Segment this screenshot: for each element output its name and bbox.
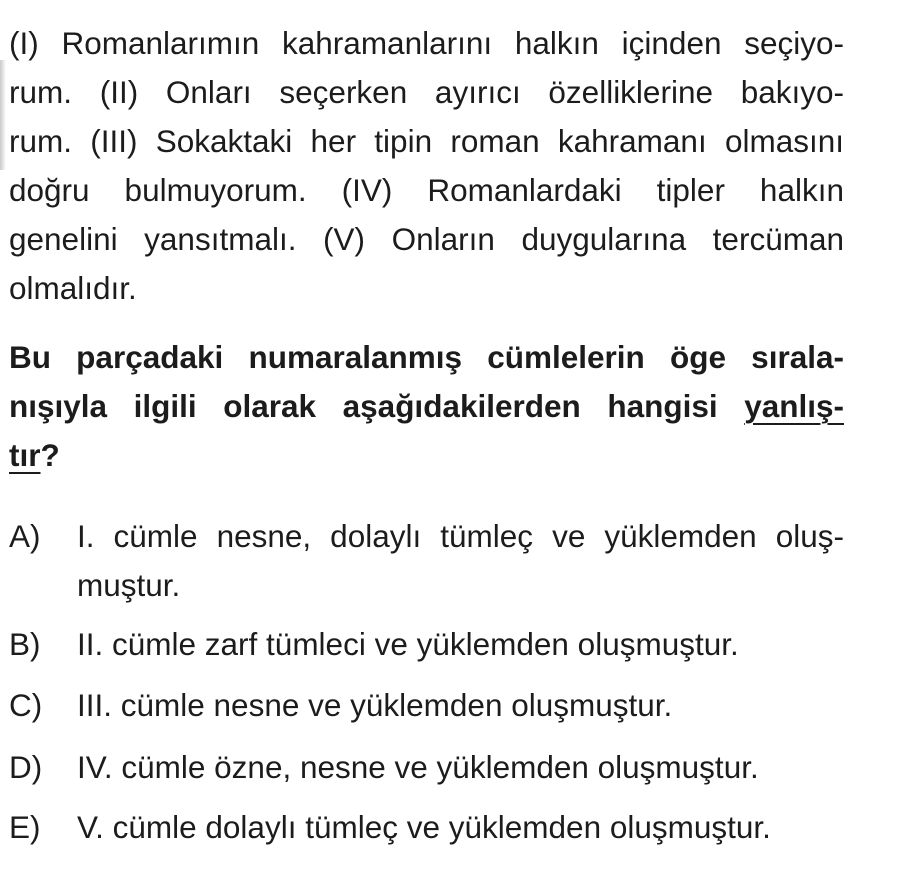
option-text: V. cümle dolaylı tümleç ve yüklemden oluşmuştur.	[77, 809, 771, 845]
question-stem	[9, 333, 844, 480]
option-d[interactable]	[9, 743, 844, 792]
option-e[interactable]	[9, 803, 844, 852]
passage-line: (I) Romanlarımın kahramanlarını halkın içinden seçiyo-	[9, 25, 844, 61]
question-text: nışıyla ilgili olarak aşağıdakilerden hangisi	[9, 388, 745, 424]
option-b[interactable]	[9, 620, 844, 669]
option-letter: D)	[9, 749, 43, 785]
underlined-word: yanlış-	[744, 388, 844, 424]
option-text: IV. cümle özne, nesne ve yüklemden oluşmuştur.	[77, 749, 759, 785]
option-text: II. cümle zarf tümleci ve yüklemden oluşmuştur.	[77, 626, 739, 662]
option-letter: E)	[9, 809, 41, 845]
option-line: muştur.	[77, 567, 181, 603]
passage-line: rum. (III) Sokaktaki her tipin roman kahramanı olmasını	[9, 123, 844, 159]
option-line: I. cümle nesne, dolaylı tümleç ve yüklemden oluş-	[77, 518, 844, 554]
question-line: Bu parçadaki numaralanmış cümlelerin öge sırala-	[9, 339, 844, 375]
option-text: III. cümle nesne ve yüklemden oluşmuştur.	[77, 687, 673, 723]
option-letter: C)	[9, 687, 43, 723]
option-letter: A)	[9, 518, 41, 554]
option-c[interactable]	[9, 681, 844, 730]
question-line	[9, 431, 844, 480]
page-edge-shadow	[0, 60, 6, 170]
reading-passage	[9, 19, 844, 313]
question-mark: ?	[40, 437, 60, 473]
option-text	[77, 512, 844, 610]
passage-line: rum. (II) Onları seçerken ayırıcı özelliklerine bakıyo-	[9, 74, 844, 110]
underlined-word: tır	[9, 437, 41, 473]
passage-line: olmalıdır.	[9, 270, 137, 306]
question-line	[9, 382, 844, 431]
option-letter: B)	[9, 626, 41, 662]
passage-line: doğru bulmuyorum. (IV) Romanlardaki tipler halkın	[9, 172, 844, 208]
option-a[interactable]	[9, 512, 844, 610]
passage-line: genelini yansıtmalı. (V) Onların duygularına tercüman	[9, 221, 844, 257]
